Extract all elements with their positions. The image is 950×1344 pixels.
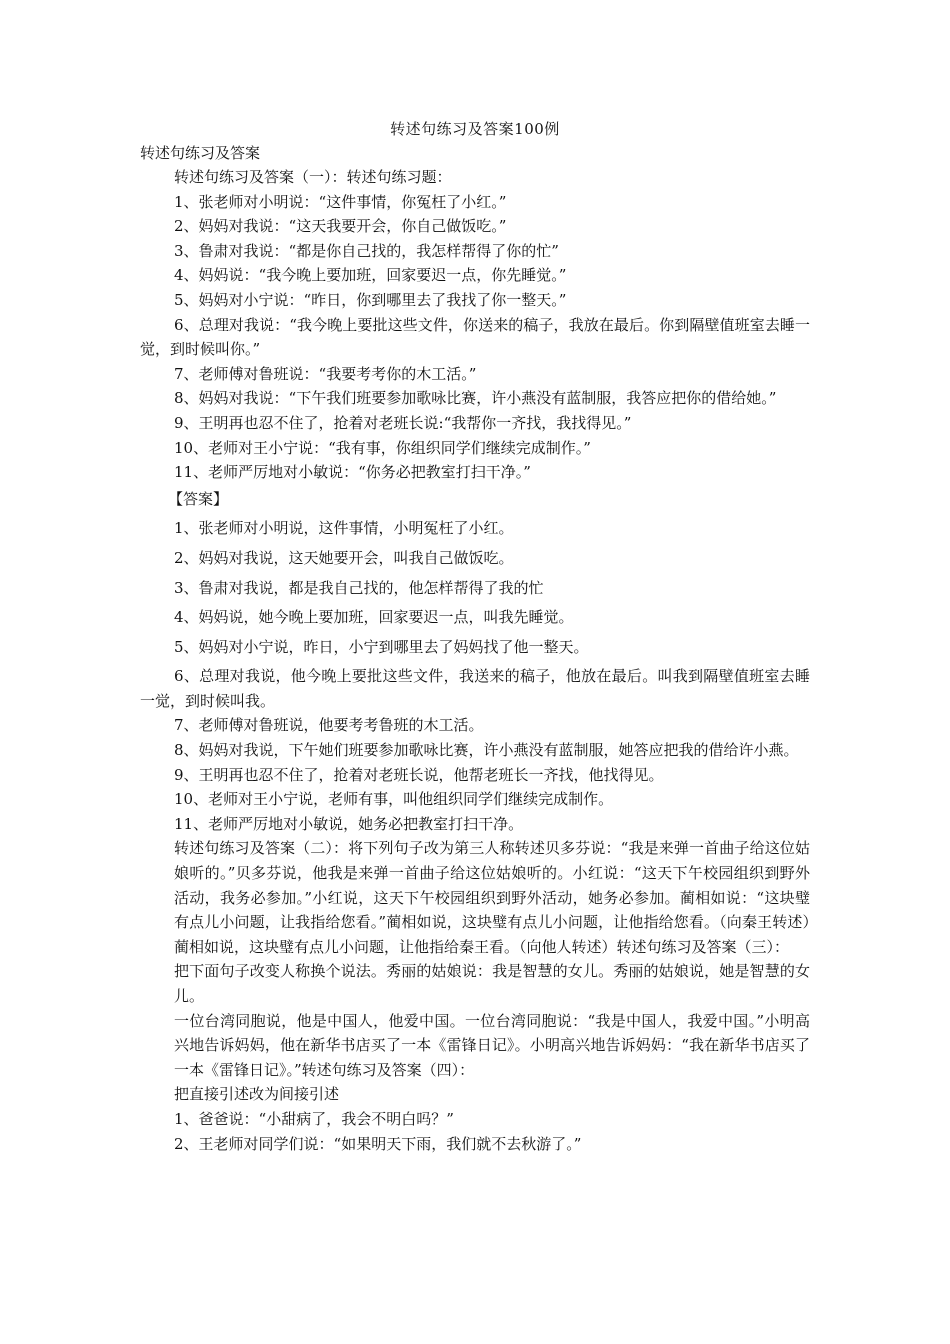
paragraph-sec4-q2: 2、王老师对同学们说：“如果明天下雨，我们就不去秋游了。” (174, 1134, 582, 1153)
document-subtitle: 转述句练习及答案 (140, 144, 261, 162)
paragraph-q6: 6、总理对我说：“我今晚上要批这些文件，你送来的稿子，我放在最后。你到隔壁值班室去睡一觉，到时候叫你。” (140, 315, 810, 359)
paragraph-q9: 9、王明再也忍不住了，抢着对老班长说:“我帮你一齐找，我找得见。” (174, 413, 632, 432)
paragraph-q7: 7、老师傅对鲁班说：“我要考考你的木工活。” (174, 364, 477, 383)
document-title: 转述句练习及答案100例 (390, 120, 560, 138)
paragraph-sec3-body: 一位台湾同胞说，他是中国人，他爱中国。一位台湾同胞说：“我是中国人，我爱中国。”小明高兴地告诉妈妈，他在新华书店买了一本《雷锋日记》。小明高兴地告诉妈妈：“我在新华书店买了一本《雷锋日记》。”转述句练习及答案（四）： (174, 1011, 810, 1079)
paragraph-q1: 1、张老师对小明说：“这件事情，你冤枉了小红。” (174, 192, 507, 211)
paragraph-a8: 8、妈妈对我说，下午她们班要参加歌咏比赛，许小燕没有蓝制服，她答应把我的借给许小燕。 (174, 741, 799, 760)
paragraph-a3: 3、鲁肃对我说，都是我自己找的，他怎样帮得了我的忙 (174, 578, 544, 597)
paragraph-a5: 5、妈妈对小宁说，昨日，小宁到哪里去了妈妈找了他一整天。 (174, 637, 589, 656)
paragraph-q5: 5、妈妈对小宁说：“昨日，你到哪里去了我找了你一整天。” (174, 290, 567, 309)
paragraph-a7: 7、老师傅对鲁班说，他要考考鲁班的木工活。 (174, 716, 484, 735)
paragraph-q11: 11、老师严厉地对小敏说：“你务必把教室打扫干净。” (174, 463, 531, 482)
paragraph-sec4-q1: 1、爸爸说：“小甜病了，我会不明白吗？” (174, 1109, 454, 1128)
paragraph-answer-heading: 【答案】 (168, 489, 229, 508)
paragraph-q10: 10、老师对王小宁说：“我有事，你组织同学们继续完成制作。” (174, 438, 591, 457)
paragraph-q3: 3、鲁肃对我说：“都是你自己找的，我怎样帮得了你的忙” (174, 241, 559, 260)
paragraph-a9: 9、王明再也忍不住了，抢着对老班长说，他帮老班长一齐找，他找得见。 (174, 765, 664, 784)
paragraph-a2: 2、妈妈对我说，这天她要开会，叫我自己做饭吃。 (174, 548, 514, 567)
paragraph-a6: 6、总理对我说，他今晚上要批这些文件，我送来的稿子，他放在最后。叫我到隔壁值班室去睡一觉，到时候叫我。 (140, 667, 810, 710)
paragraph-q4: 4、妈妈说：“我今晚上要加班，回家要迟一点，你先睡觉。” (174, 266, 567, 285)
paragraph-sec4-intro: 把直接引述改为间接引述 (174, 1085, 340, 1104)
paragraph-sec2: 转述句练习及答案（二）：将下列句子改为第三人称转述贝多芬说：“我是来弹一首曲子给这位姑娘听的。”贝多芬说，他我是来弹一首曲子给这位姑娘听的。小红说：“这天下午校园组织到野外活动，我务必参加。”小红说，这天下午校园组织到野外活动，她务必参加。蔺相如说：“这块璧有点儿小问题，让我指给您看。”蔺相如说，这块璧有点儿小问题，让他指给您看。（向秦王转述）蔺相如说，这块璧有点儿小问题，让他指给秦王看。（向他人转述）转述句练习及答案（三）： (174, 839, 810, 956)
paragraph-a10: 10、老师对王小宁说，老师有事，叫他组织同学们继续完成制作。 (174, 790, 614, 809)
document-body (140, 165, 810, 1156)
paragraph-a1: 1、张老师对小明说，这件事情，小明冤枉了小红。 (174, 519, 514, 538)
paragraph-q2: 2、妈妈对我说：“这天我要开会，你自己做饭吃。” (174, 217, 507, 236)
paragraph-a11: 11、老师严厉地对小敏说，她务必把教室打扫干净。 (174, 814, 524, 833)
paragraph-sec1-heading: 转述句练习及答案（一）：转述句练习题： (174, 168, 452, 186)
paragraph-sec3-intro: 把下面句子改变人称换个说法。秀丽的姑娘说：我是智慧的女儿。秀丽的姑娘说，她是智慧的女儿。 (174, 962, 810, 1005)
paragraph-a4: 4、妈妈说，她今晚上要加班，回家要迟一点，叫我先睡觉。 (174, 608, 574, 627)
paragraph-q8: 8、妈妈对我说：“下午我们班要参加歌咏比赛，许小燕没有蓝制服，我答应把你的借给她。” (174, 389, 777, 408)
